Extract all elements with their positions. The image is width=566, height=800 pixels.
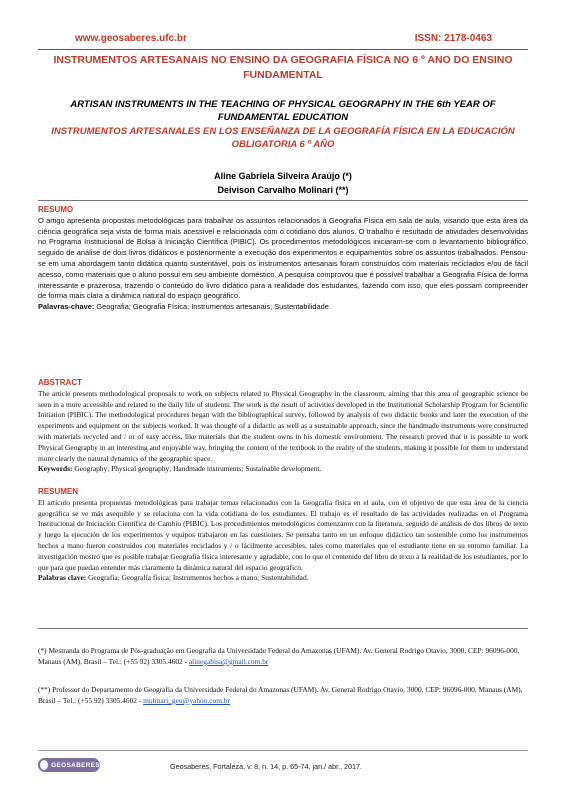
footnote-second-author <box>38 685 528 707</box>
title-spanish: INSTRUMENTOS ARTESANALES EN LOS ENSEÑANZA DE LA GEOGRAFÍA FÍSICA EN LA EDUCACIÓN OBLIGATORIA 6 º AÑO <box>51 126 515 150</box>
journal-citation: Geosaberes, Fortaleza, v. 8, n. 14, p. 65-74, jan./ abr., 2017. <box>170 762 363 771</box>
title-portuguese: INSTRUMENTOS ARTESANAIS NO ENSINO DA GEOGRAFIA FÍSICA NO 6 º ANO DO ENSINO FUNDAMENTAL <box>53 54 513 81</box>
title-english: ARTISAN INSTRUMENTS IN THE TEACHING OF PHYSICAL GEOGRAPHY IN THE 6th YEAR OF FUNDAMENTAL EDUCATION <box>70 99 496 123</box>
section-divider <box>38 200 528 201</box>
resumo-keywords-label: Palavras-chave: <box>38 302 95 312</box>
issn-label: ISSN: 2178-0463 <box>414 33 492 44</box>
abstract-keywords <box>38 464 528 475</box>
resumo-keywords-text: Geografia; Geografia Física; Instrumentos artesanais; Sustentabilidade. <box>94 302 331 312</box>
journal-website-link[interactable]: www.geosaberes.ufc.br <box>75 33 187 44</box>
abstract-keywords-label: Keywords: <box>38 464 73 474</box>
header-divider <box>38 49 528 50</box>
geosaberes-logo <box>38 758 100 772</box>
resumo-heading: RESUMO <box>38 205 74 214</box>
resumen-text: El artículo presenta propuestas metodológicas para trabajar temas relacionados con la Geografía física en el aula, con el objetivo de que esta área de la ciencia geográfica se ve más asequible y se relaciona con la vida cotidiana de los estudiantes. El trabajo es el resultado de las actividades realizadas en el Programa Institucional de Iniciación Científica de Cambio (PIBIC). Los procedimientos metodológicos comenzaron con la literatura, seguido de análisis de dos libros de texto y luego la ejecución de los experimentos y equipos trabajaron en las cuestiones. Se pensaba tanto en un enfoque didáctico tan sostenible como los instrumentos hechos a mano fueron construidos con materiales reciclados y / o fácilmente accesibles, tales como materiales que el estudiante tiene en su entorno familiar. La investigación mostró que es posible trabajar Geografía física interesante y agradable, con lo que el contenido del libro de texto a la realidad de los estudiantes, por lo que para que puedan entender más claramente la dinámica natural del espacio geográfico. <box>38 497 528 572</box>
globe-icon <box>40 760 48 770</box>
footnote-divider <box>38 628 528 629</box>
resumen-keywords-label: Palabras clave: <box>38 573 87 583</box>
resumo-keywords <box>38 302 528 313</box>
resumen-section <box>38 487 528 584</box>
author-second: Deivison Carvalho Molinari (**) <box>217 185 349 195</box>
resumen-keywords <box>38 573 528 584</box>
abstract-text: The article presents methodological proposals to work on subjects related to Physical Geography in the classroom, aiming that this area of geographic science be seen in a more accessible and related to the daily life of students. The work is the result of activities developed in the Institutional Scholarship Program for Scientific Initiation (PIBIC). The methodological procedures began with the bibliographical survey, followed by analysis of two didactic books and later the execution of the experiments and equipment on the subjects worked. It was thought of a didactic as well as a sustainable approach, since the handmade instruments were constructed with materials recycled and / or of easy access, like materials that the student owns in his domestic environment. The research proved that it is possible to work Physical Geography in an interesting and enjoyable way, bringing the content of the textbook to the reality of the students, making it possible for them to understand more clearly the natural dynamics of the geographic space. <box>38 388 528 463</box>
resumo-text: O artigo apresenta propostas metodológicas para trabalhar os assuntos relacionados à Geografia Física em sala de aula, visando que esta área da ciência geográfica seja vista de forma mais acessível e relacionada com o cotidiano dos alunos. O trabalho é resultado de atividades desenvolvidas no Programa Institucional de Bolsa à Iniciação Científica (PIBIC). Os procedimentos metodológicos iniciaram-se com o levantamento bibliográfico, seguido de análise de dois livros didáticos e posteriormente a execução dos experimentos e equipamentos sobre os assuntos trabalhados. Pensou-se em uma abordagem tanto didática quanto sustentável, pois os instrumentos artesanais foram construídos com materiais reciclados e/ou de fácil acesso, como materiais que o aluno possui em seu ambiente doméstico. A pesquisa comprovou que é possível trabalhar a Geografia Física de forma interessante e prazerosa, trazendo o conteúdo do livro didático para a realidade dos estudantes, fazendo com isso, que eles possam compreender de forma mais clara a dinâmica natural do espaço geográfico. <box>38 215 528 301</box>
author-list <box>40 169 526 197</box>
footnote-second-text: (**) Professor do Departamento de Geografia da Universidade Federal do Amazonas (UFAM). Av. General Rodrigo Otavio, 3000, CEP: 96096-000, Manaus (AM), Brasil – Tel.: (+55 92) 3305.4602 - <box>38 685 523 705</box>
abstract-section <box>38 378 528 475</box>
email-link-second-author[interactable]: molinari_geo@yahoo.com.br <box>143 695 230 705</box>
resumen-heading: RESUMEN <box>38 487 79 496</box>
author-first: Aline Gabriela Silveira Araújo (*) <box>214 171 352 181</box>
footnote-first-text: (*) Mestranda do Programa de Pós-graduação em Geografia da Universidade Federal do Amazonas (UFAM). Av. General Rodrigo Otavio, 3000, CEP: 96096-000, Manaus (AM), Brasil – Tel.: (+55 92) 3305.4602 - <box>38 646 520 666</box>
abstract-keywords-text: Geography; Physical geography; Handmade instruments; Sustainable development. <box>72 464 322 474</box>
abstract-heading: ABSTRACT <box>38 378 82 387</box>
resumen-keywords-text: Geografía; Geografía física; Instrumentos hechos a mano; Sustentabilidad. <box>86 573 309 583</box>
footer-divider <box>38 750 528 751</box>
footnote-first-author <box>38 646 528 668</box>
email-link-first-author[interactable]: alinegabisa@gmail.com.br <box>188 656 269 666</box>
resumo-section <box>38 205 528 313</box>
logo-text: GEOSABERES <box>51 761 100 769</box>
